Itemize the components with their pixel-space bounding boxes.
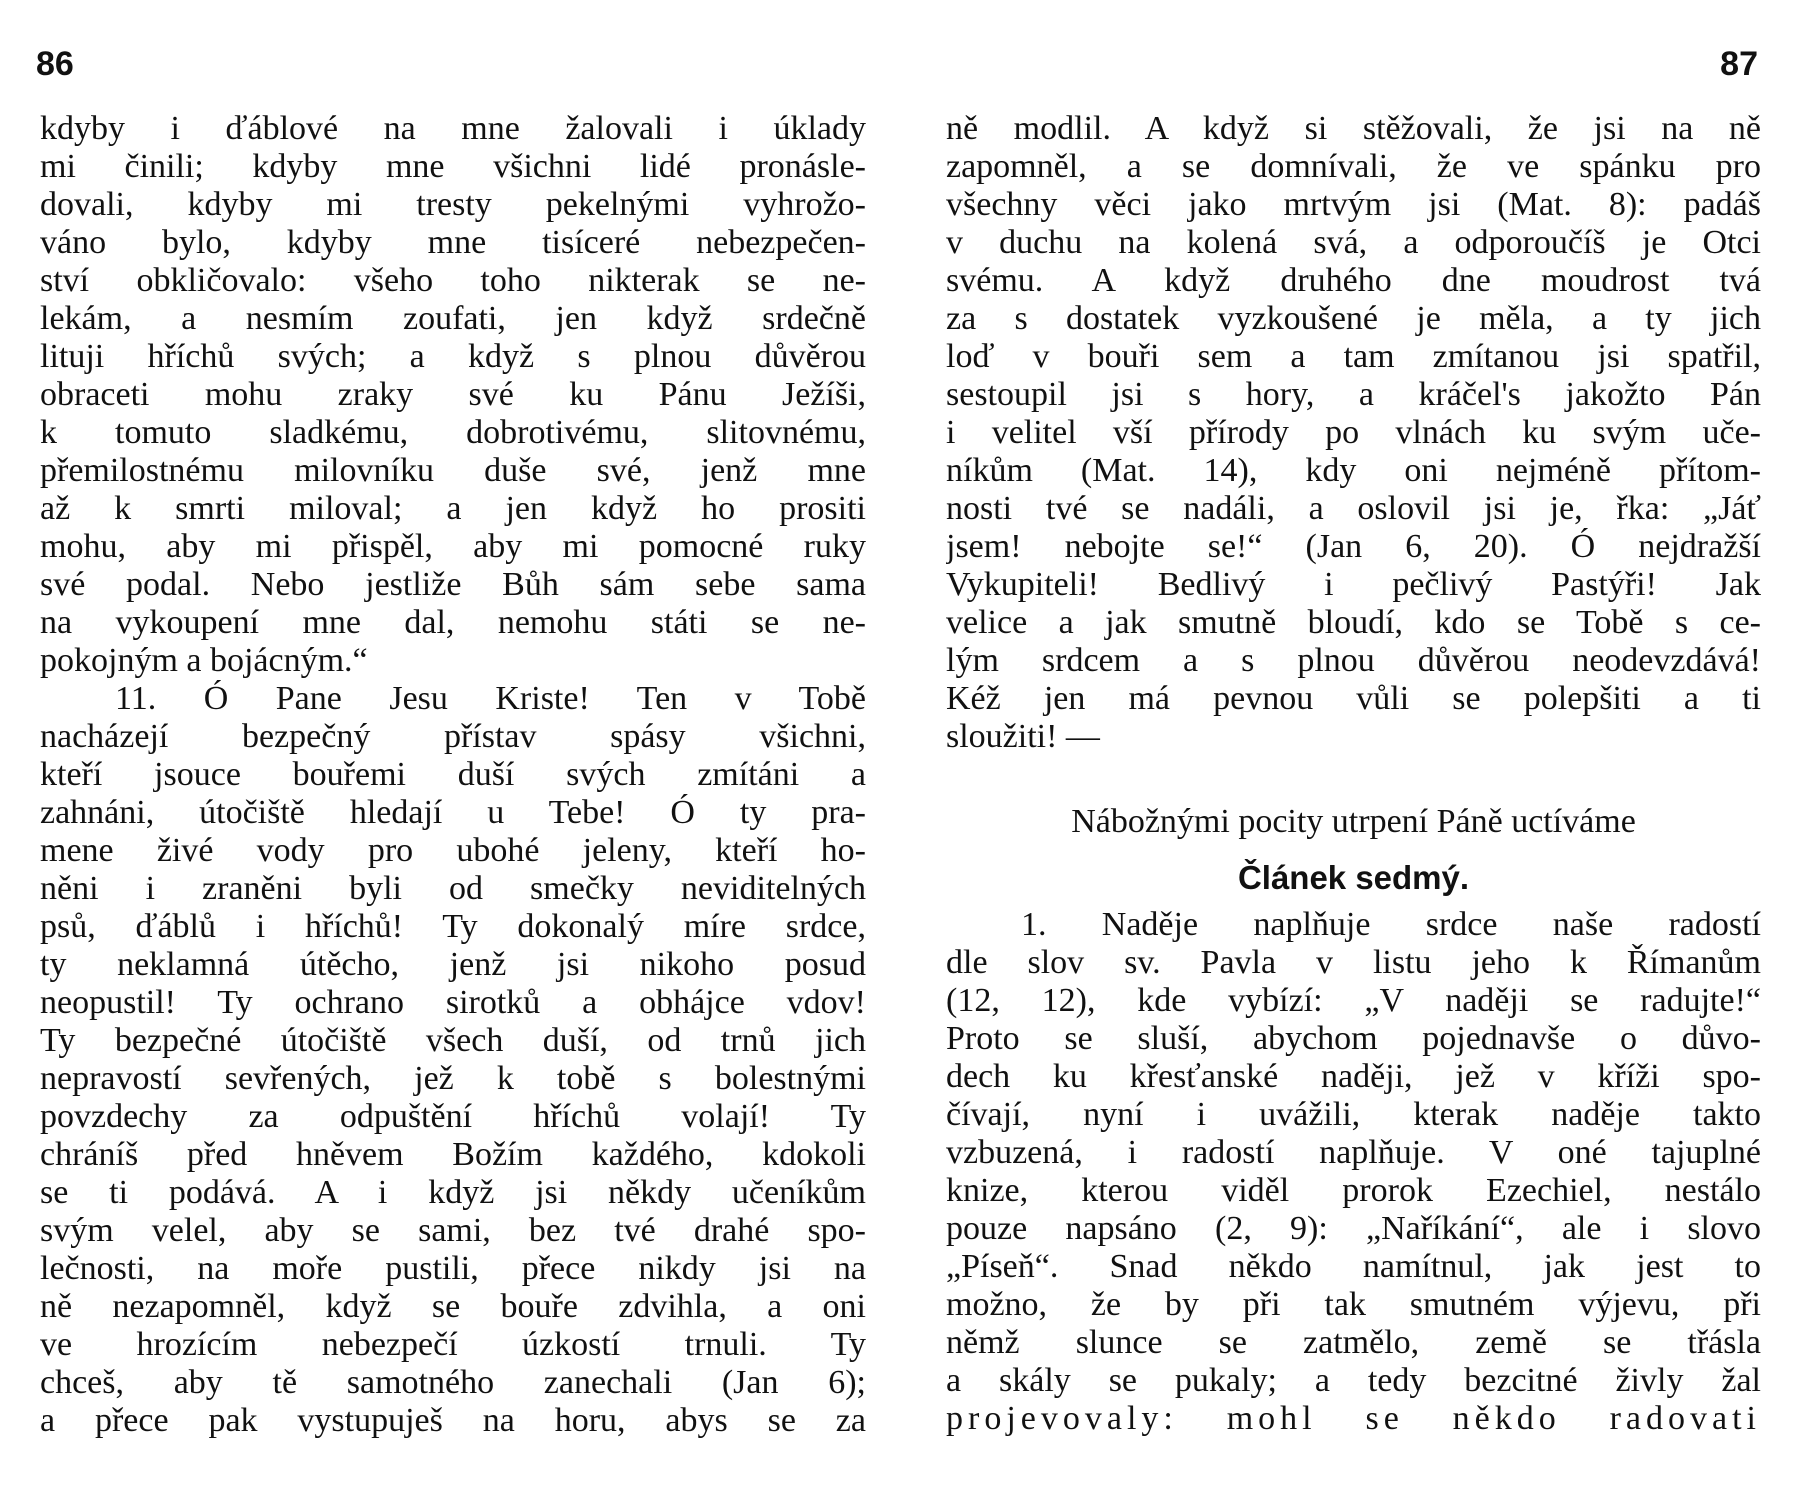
right-page: [901, 0, 1802, 1500]
text-line: Proto se sluší, abychom pojednavše o důvo-: [946, 1020, 1761, 1057]
text-line: lituji hříchů svých; a když s plnou důvěrou: [40, 338, 866, 375]
page-number: 87: [1720, 45, 1758, 83]
text-line: chráníš před hněvem Božím každého, kdokoli: [40, 1136, 866, 1173]
text-line: zapomněl, a se domnívali, že ve spánku pro: [946, 148, 1761, 185]
text-line: Vykupiteli! Bedlivý i pečlivý Pastýři! Jak: [946, 566, 1761, 603]
text-line: až k smrti miloval; a jen když ho prositi: [40, 490, 866, 527]
text-line: mohu, aby mi přispěl, aby mi pomocné ruky: [40, 528, 866, 565]
text-line: svému. A když druhého dne moudrost tvá: [946, 262, 1761, 299]
text-line: „Píseň“. Snad někdo namítnul, jak jest to: [946, 1248, 1761, 1285]
text-line: (12, 12), kde vybízí: „V naději se radujte!“: [946, 982, 1761, 1019]
text-line: lečnosti, na moře pustili, přece nikdy jsi na: [40, 1250, 866, 1287]
text-line: projevovaly: mohl se někdo radovati: [946, 1400, 1761, 1437]
text-line: přemilostnému milovníku duše své, jenž mne: [40, 452, 866, 489]
text-line: ství obkličovalo: všeho toho nikterak se ne-: [40, 262, 866, 299]
text-line: dovali, kdyby mi tresty pekelnými vyhrožo-: [40, 186, 866, 223]
text-line: jsem! nebojte se!“ (Jan 6, 20). Ó nejdražší: [946, 528, 1761, 565]
text-line: za s dostatek vyzkoušené je měla, a ty jich: [946, 300, 1761, 337]
text-line: a přece pak vystupuješ na horu, abys se za: [40, 1402, 866, 1439]
text-line: se ti podává. A i když jsi někdy učeníkům: [40, 1174, 866, 1211]
paragraph-start-line: 1. Naděje naplňuje srdce naše radostí: [1021, 906, 1761, 943]
text-line: Ty bezpečné útočiště všech duší, od trnů jich: [40, 1022, 866, 1059]
text-line: na vykoupení mne dal, nemohu státi se ne-: [40, 604, 866, 641]
text-line: ně modlil. A když si stěžovali, že jsi na ně: [946, 110, 1761, 147]
text-line: nacházejí bezpečný přístav spásy všichni,: [40, 718, 866, 755]
text-line: obraceti mohu zraky své ku Pánu Ježíši,: [40, 376, 866, 413]
text-line: dle slov sv. Pavla v listu jeho k Římanům: [946, 944, 1761, 981]
text-line: čívají, nyní i uvážili, kterak naděje takto: [946, 1096, 1761, 1133]
text-line: ně nezapomněl, když se bouře zdvihla, a oni: [40, 1288, 866, 1325]
text-line: ty neklamná útěcho, jenž jsi nikoho posud: [40, 946, 866, 983]
page-number: 86: [36, 45, 74, 83]
section-heading: Článek sedmý.: [1237, 859, 1470, 896]
text-line: i velitel vší přírody po vlnách ku svým uče-: [946, 414, 1761, 451]
text-line: váno bylo, kdyby mne tisíceré nebezpečen-: [40, 224, 866, 261]
text-line: Kéž jen má pevnou vůli se polepšiti a ti: [946, 680, 1761, 717]
text-column: [40, 110, 866, 1440]
text-line: sloužiti! —: [946, 718, 1100, 755]
text-column: [946, 110, 1761, 1438]
text-line: svým velel, aby se sami, bez tvé drahé spo-: [40, 1212, 866, 1249]
text-line: mi činili; kdyby mne všichni lidé pronásle-: [40, 148, 866, 185]
text-line: kteří jsouce bouřemi duší svých zmítáni a: [40, 756, 866, 793]
text-line: níkům (Mat. 14), kdy oni nejméně přítom-: [946, 452, 1761, 489]
section-subtitle: Nábožnými pocity utrpení Páně uctíváme: [1071, 803, 1636, 840]
text-line: lým srdcem a s plnou důvěrou neodevzdává!: [946, 642, 1761, 679]
text-line: neopustil! Ty ochrano sirotků a obhájce vdov!: [40, 984, 866, 1021]
text-line: nosti tvé se nadáli, a oslovil jsi je, řka: „Jáť: [946, 490, 1761, 527]
text-line: psů, ďáblů i hříchů! Ty dokonalý míre srdce,: [40, 908, 866, 945]
text-line: velice a jak smutně bloudí, kdo se Tobě s ce-: [946, 604, 1761, 641]
text-line: a skály se pukaly; a tedy bezcitné živly žal: [946, 1362, 1761, 1399]
text-line: pokojným a bojácným.“: [40, 642, 368, 679]
text-line: pouze napsáno (2, 9): „Naříkání“, ale i slovo: [946, 1210, 1761, 1247]
text-line: své podal. Nebo jestliže Bůh sám sebe sama: [40, 566, 866, 603]
text-line: vzbuzená, i radostí naplňuje. V oné tajuplné: [946, 1134, 1761, 1171]
left-page: [0, 0, 900, 1500]
text-line: povzdechy za odpuštění hříchů volají! Ty: [40, 1098, 866, 1135]
text-line: něni i zraněni byli od smečky neviditelných: [40, 870, 866, 907]
text-line: loď v bouři sem a tam zmítanou jsi spatřil,: [946, 338, 1761, 375]
text-line: kdyby i ďáblové na mne žalovali i úklady: [40, 110, 866, 147]
paragraph-start-line: 11. Ó Pane Jesu Kriste! Ten v Tobě: [115, 680, 866, 717]
text-line: dech ku křesťanské naději, jež v kříži spo-: [946, 1058, 1761, 1095]
text-line: všechny věci jako mrtvým jsi (Mat. 8): padáš: [946, 186, 1761, 223]
text-line: ve hrozícím nebezpečí úzkostí trnuli. Ty: [40, 1326, 866, 1363]
text-line: knize, kterou viděl prorok Ezechiel, nestálo: [946, 1172, 1761, 1209]
text-line: k tomuto sladkému, dobrotivému, slitovnému,: [40, 414, 866, 451]
text-line: možno, že by při tak smutném výjevu, při: [946, 1286, 1761, 1323]
text-line: zahnáni, útočiště hledají u Tebe! Ó ty pra-: [40, 794, 866, 831]
text-line: nepravostí sevřených, jež k tobě s bolestnými: [40, 1060, 866, 1097]
text-line: němž slunce se zatmělo, země se třásla: [946, 1324, 1761, 1361]
text-line: v duchu na kolená svá, a odporoučíš je Otci: [946, 224, 1761, 261]
section-spacer: [946, 756, 1761, 794]
text-line: chceš, aby tě samotného zanechali (Jan 6);: [40, 1364, 866, 1401]
text-line: lekám, a nesmím zoufati, jen když srdečně: [40, 300, 866, 337]
text-line: sestoupil jsi s hory, a kráčel's jakožto Pán: [946, 376, 1761, 413]
text-line: mene živé vody pro ubohé jeleny, kteří ho-: [40, 832, 866, 869]
